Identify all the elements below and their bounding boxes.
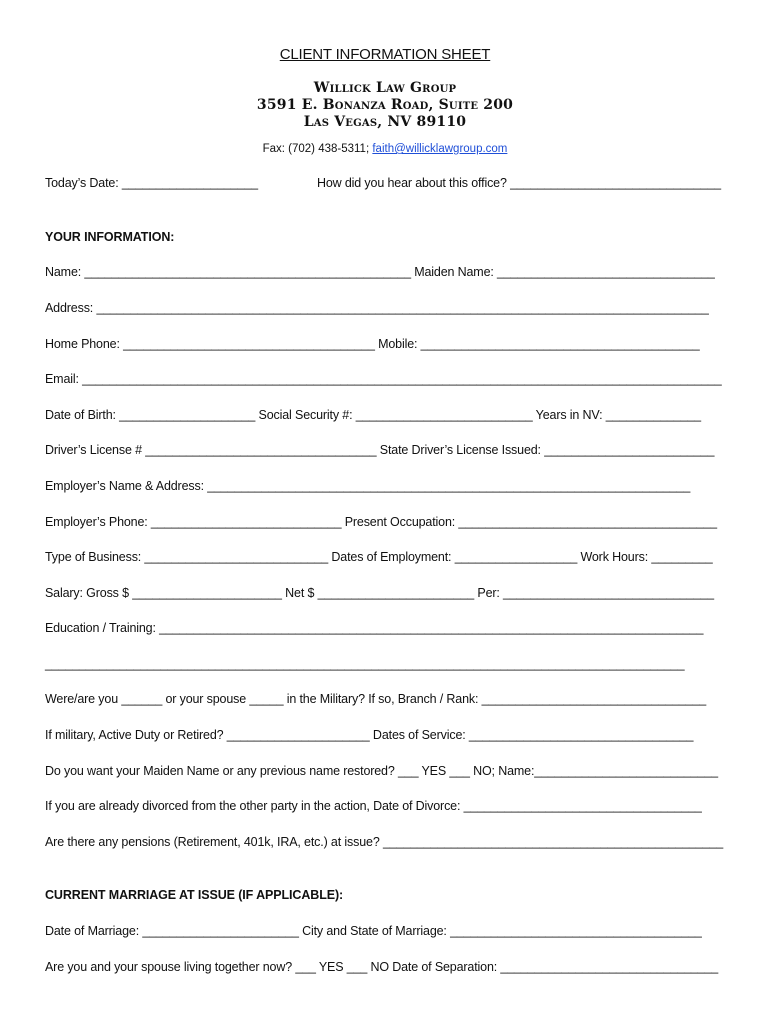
current-marriage-heading: CURRENT MARRIAGE AT ISSUE (IF APPLICABLE): [45,888,344,902]
todays-date-field[interactable]: Today’s Date: ____________________ [45,176,258,190]
education-field[interactable]: Education / Training: ________________________________________________________________________________ [45,621,704,635]
address-field[interactable]: Address: __________________________________________________________________________________________ [45,301,709,315]
education-continued-field[interactable]: ______________________________________________________________________________________________ [45,657,685,671]
firm-address-line1: 3591 E. Bonanza Road, Suite 200 [256,97,514,113]
military-field[interactable]: Were/are you ______ or your spouse _____ in the Military? If so, Branch / Rank: _________________________________ [45,692,707,706]
email-link[interactable]: faith@willicklawgroup.com [372,143,508,155]
how-heard-field[interactable]: How did you hear about this office? _______________________________ [317,176,721,190]
drivers-license-field[interactable]: Driver’s License # __________________________________ State Driver’s License Issued: _________________________ [45,443,715,457]
document-title: CLIENT INFORMATION SHEET [279,46,491,63]
divorce-date-field[interactable]: If you are already divorced from the other party in the action, Date of Divorce: ___________________________________ [45,799,702,813]
home-phone-field[interactable]: Home Phone: _____________________________________ Mobile: _________________________________________ [45,337,700,351]
maiden-name-restore-field[interactable]: Do you want your Maiden Name or any previous name restored? ___ YES ___ NO; Name:___________________________ [45,764,718,778]
living-together-field[interactable]: Are you and your spouse living together now? ___ YES ___ NO Date of Separation: ________________________________ [45,960,719,974]
employer-phone-field[interactable]: Employer’s Phone: ____________________________ Present Occupation: ______________________________________ [45,515,717,529]
military-status-field[interactable]: If military, Active Duty or Retired? _____________________ Dates of Service: _________________________________ [45,728,694,742]
date-of-birth-field[interactable]: Date of Birth: ____________________ Social Security #: __________________________ Years in NV: ______________ [45,408,701,422]
business-type-field[interactable]: Type of Business: ___________________________ Dates of Employment: __________________ Work Hours: _________ [45,550,713,564]
name-field[interactable]: Name: ________________________________________________ Maiden Name: ________________________________ [45,265,715,279]
your-information-heading: YOUR INFORMATION: [45,230,175,244]
email-field[interactable]: Email: ______________________________________________________________________________________________ [45,372,722,386]
marriage-date-field[interactable]: Date of Marriage: _______________________ City and State of Marriage: _____________________________________ [45,924,702,938]
employer-name-field[interactable]: Employer’s Name & Address: _______________________________________________________________________ [45,479,691,493]
fax-number: Fax: (702) 438-5311; [262,143,373,155]
contact-line [0,143,770,155]
firm-name: Willick Law Group [313,80,457,96]
salary-field[interactable]: Salary: Gross $ ______________________ Net $ _______________________ Per: _______________________________ [45,586,714,600]
pensions-field[interactable]: Are there any pensions (Retirement, 401k, IRA, etc.) at issue? __________________________________________________ [45,835,724,849]
firm-address-line2: Las Vegas, NV 89110 [303,114,467,130]
